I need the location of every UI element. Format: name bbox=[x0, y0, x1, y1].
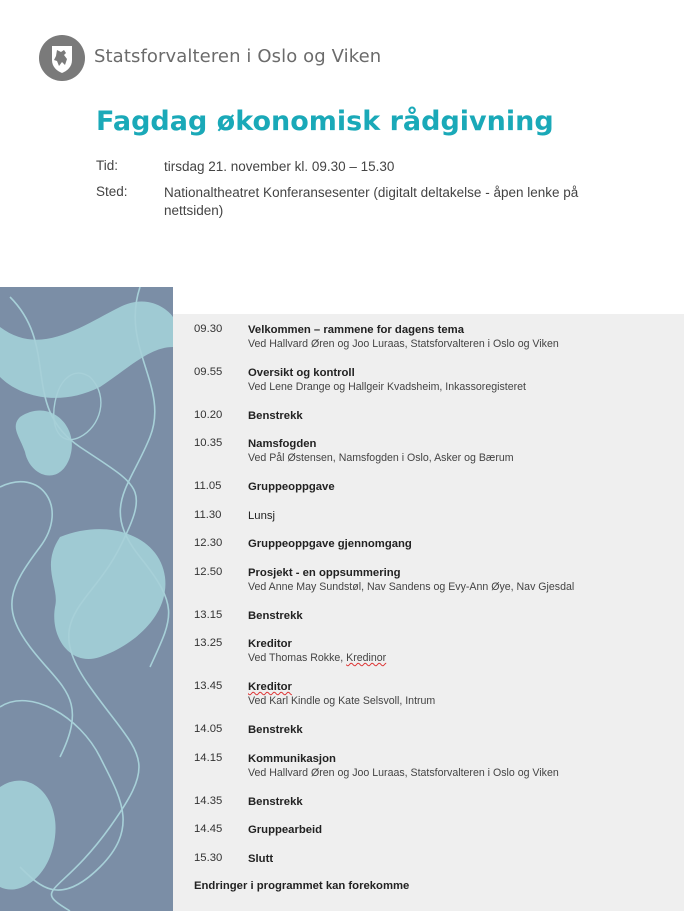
agenda-time: 15.30 bbox=[194, 852, 223, 864]
agenda-title: Namsfogden bbox=[248, 438, 317, 450]
agenda-speaker: Ved Anne May Sundstøl, Nav Sandens og Evy-Ann Øye, Nav Gjesdal bbox=[248, 581, 575, 593]
agenda-title: Lunsj bbox=[248, 510, 276, 522]
agenda-title: Gruppeoppgave gjennomgang bbox=[248, 538, 412, 550]
agenda-title: Prosjekt - en oppsummering bbox=[248, 567, 401, 579]
agenda-title: Benstrekk bbox=[248, 610, 303, 622]
agenda-title: Gruppeoppgave bbox=[248, 481, 335, 493]
agenda-time: 13.15 bbox=[194, 609, 223, 621]
coat-of-arms-lion-icon bbox=[38, 34, 86, 82]
meta-time-value: tirsdag 21. november kl. 09.30 – 15.30 bbox=[164, 159, 395, 174]
agenda-title: Oversikt og kontroll bbox=[248, 367, 355, 379]
agenda-speaker: Ved Hallvard Øren og Joo Luraas, Statsforvalteren i Oslo og Viken bbox=[248, 338, 559, 350]
meta-place-label: Sted: bbox=[96, 184, 128, 199]
agenda-time: 14.05 bbox=[194, 723, 223, 735]
agenda-title: Kommunikasjon bbox=[248, 753, 336, 765]
agenda-title: Slutt bbox=[248, 853, 274, 865]
agenda-time: 14.15 bbox=[194, 752, 223, 764]
decorative-pattern bbox=[0, 287, 173, 911]
meta-place-value: Nationaltheatret Konferansesenter (digitalt deltakelse - åpen lenke på nettsiden) bbox=[164, 185, 579, 218]
agenda-title: Benstrekk bbox=[248, 724, 303, 736]
agenda-title: Velkommen – rammene for dagens tema bbox=[248, 324, 464, 336]
agenda-time: 11.05 bbox=[194, 480, 222, 492]
agenda-time: 14.35 bbox=[194, 795, 223, 807]
spellcheck-flagged-word: Kredinor bbox=[346, 652, 387, 664]
agenda-time: 10.20 bbox=[194, 409, 223, 421]
agenda-time: 11.30 bbox=[194, 509, 222, 521]
agenda-speaker: Ved Lene Drange og Hallgeir Kvadsheim, Inkassoregisteret bbox=[248, 381, 526, 393]
agenda-title: Benstrekk bbox=[248, 410, 303, 422]
agenda-time: 13.45 bbox=[194, 680, 223, 692]
agenda-speaker-text: Ved Thomas Rokke, bbox=[248, 652, 347, 664]
meta-time-label: Tid: bbox=[96, 158, 119, 173]
agenda-time: 12.50 bbox=[194, 566, 223, 578]
agenda-time: 09.55 bbox=[194, 366, 223, 378]
program-changes-note: Endringer i programmet kan forekomme bbox=[194, 880, 410, 892]
agenda-speaker: Ved Hallvard Øren og Joo Luraas, Statsforvalteren i Oslo og Viken bbox=[248, 767, 559, 779]
agenda-title: Kreditor bbox=[248, 681, 292, 693]
agenda-title: Kreditor bbox=[248, 638, 292, 650]
agenda-title: Gruppearbeid bbox=[248, 824, 323, 836]
agenda-time: 10.35 bbox=[194, 437, 223, 449]
organization-name: Statsforvalteren i Oslo og Viken bbox=[94, 46, 382, 67]
agenda-speaker bbox=[248, 651, 668, 665]
agenda-time: 12.30 bbox=[194, 537, 223, 549]
agenda-speaker: Ved Karl Kindle og Kate Selsvoll, Intrum bbox=[248, 695, 436, 707]
agenda-speaker: Ved Pål Østensen, Namsfogden i Oslo, Asker og Bærum bbox=[248, 452, 514, 464]
page-title: Fagdag økonomisk rådgivning bbox=[96, 106, 554, 137]
agenda-time: 13.25 bbox=[194, 637, 223, 649]
agenda-time: 14.45 bbox=[194, 823, 223, 835]
agenda-title: Benstrekk bbox=[248, 796, 303, 808]
agenda-time: 09.30 bbox=[194, 323, 223, 335]
